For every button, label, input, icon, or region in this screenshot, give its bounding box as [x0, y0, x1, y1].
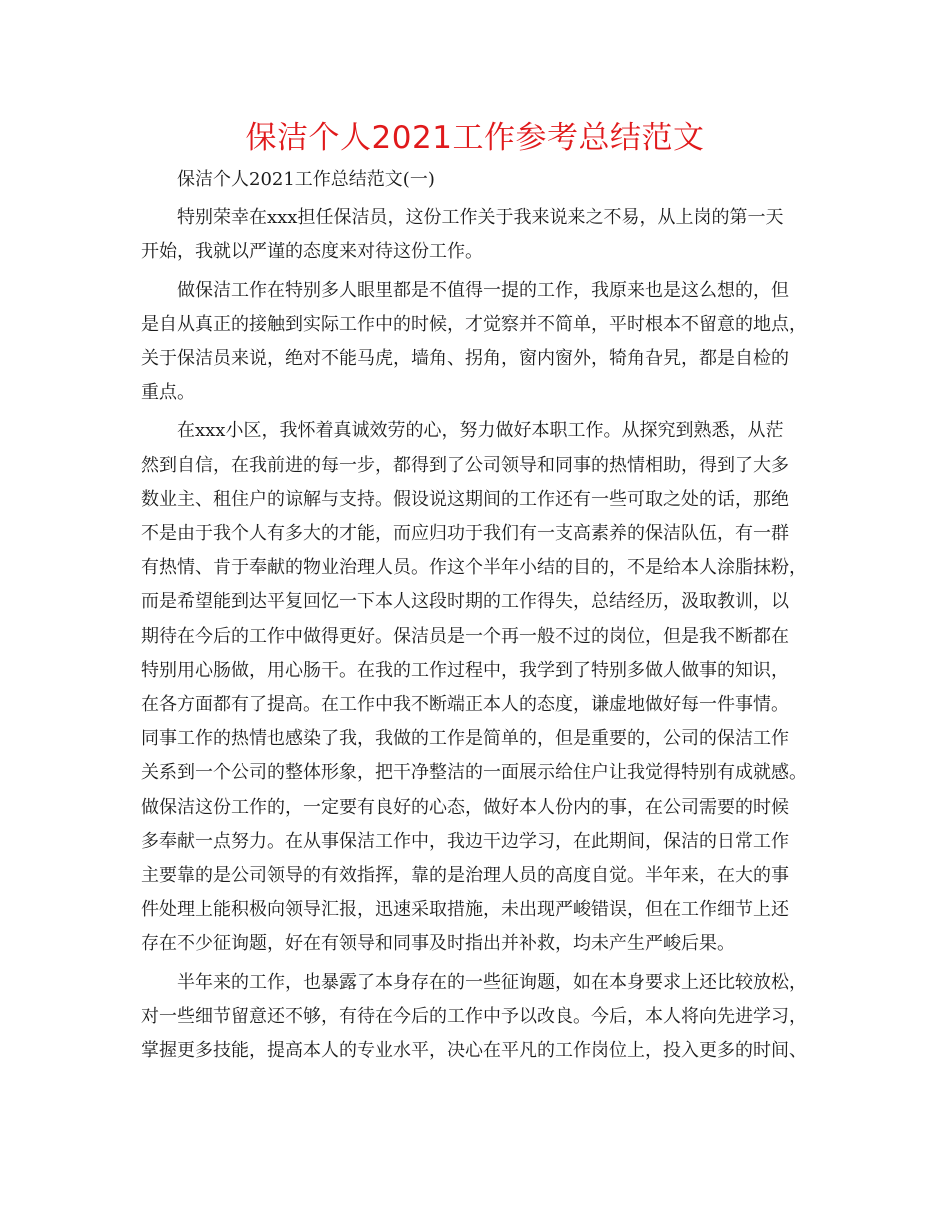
document-body: [141, 163, 821, 1068]
paragraph-line: 开始，我就以严谨的态度来对待这份工作。: [141, 241, 483, 263]
paragraph-line: 存在不少征询题，好在有领导和同事及时指出并补救，均未产生严峻后果。: [141, 933, 735, 955]
paragraph-line: 在各方面都有了提高。在工作中我不断端正本人的态度，谦虚地做好每一件事情。: [141, 694, 789, 716]
paragraph-line: 同事工作的热情也感染了我，我做的工作是简单的，但是重要的，公司的保洁工作: [141, 728, 789, 750]
paragraph-line: 是自从真正的接触到实际工作中的时候，才觉察并不简单，平时根本不留意的地点，: [141, 313, 807, 335]
paragraph-line: 期待在今后的工作中做得更好。保洁员是一个再一般不过的岗位，但是我不断都在: [141, 625, 789, 647]
document-title: 保洁个人2021工作参考总结范文: [245, 120, 705, 156]
paragraph-line: 件处理上能积极向领导汇报，迅速采取措施，未出现严峻错误，但在工作细节上还: [141, 899, 789, 921]
paragraph: [141, 966, 821, 1069]
document-subtitle: 保洁个人2021工作总结范文(一): [177, 169, 435, 190]
paragraph-line: 重点。: [141, 382, 195, 404]
paragraph: [141, 274, 821, 411]
paragraph: [141, 201, 821, 269]
paragraph-line: 特别荣幸在xxx担任保洁员，这份工作关于我来说来之不易，从上岗的第一天: [177, 207, 784, 229]
paragraph-line: 半年来的工作，也暴露了本身存在的一些征询题，如在本身要求上还比较放松，: [177, 971, 807, 993]
paragraph-line: 做保洁工作在特别多人眼里都是不值得一提的工作，我原来也是这么想的，但: [177, 279, 789, 301]
paragraph-line: 对一些细节留意还不够，有待在今后的工作中予以改良。今后，本人将向先进学习，: [141, 1005, 807, 1027]
paragraph-line: 掌握更多技能，提高本人的专业水平，决心在平凡的工作岗位上，投入更多的时间、: [141, 1040, 807, 1062]
paragraph-line: 有热情、肯于奉献的物业治理人员。作这个半年小结的目的，不是给本人涂脂抹粉，: [141, 557, 807, 579]
paragraph-line: 关于保洁员来说，绝对不能马虎，墙角、拐角，窗内窗外，犄角旮旯，都是自检的: [141, 348, 789, 370]
paragraph-line: 在xxx小区，我怀着真诚效劳的心，努力做好本职工作。从探究到熟悉，从茫: [177, 420, 784, 442]
paragraph-line: 而是希望能到达平复回忆一下本人这段时期的工作得失，总结经历，汲取教训，以: [141, 591, 789, 613]
paragraph-line: 数业主、租住户的谅解与支持。假设说这期间的工作还有一些可取之处的话，那绝: [141, 488, 789, 510]
paragraph-line: 特别用心肠做，用心肠干。在我的工作过程中，我学到了特别多做人做事的知识，: [141, 659, 789, 681]
paragraph: [141, 414, 821, 961]
paragraph-line: 多奉献一点努力。在从事保洁工作中，我边干边学习，在此期间，保洁的日常工作: [141, 830, 789, 852]
paragraph-line: 不是由于我个人有多大的才能，而应归功于我们有一支高素养的保洁队伍，有一群: [141, 523, 789, 545]
paragraph-line: 主要靠的是公司领导的有效指挥，靠的是治理人员的高度自觉。半年来，在大的事: [141, 865, 789, 887]
paragraph-line: 然到自信，在我前进的每一步，都得到了公司领导和同事的热情相助，得到了大多: [141, 454, 789, 476]
paragraph-line: 关系到一个公司的整体形象，把干净整洁的一面展示给住户让我觉得特别有成就感。: [141, 762, 807, 784]
paragraph-line: 做保洁这份工作的，一定要有良好的心态，做好本人份内的事，在公司需要的时候: [141, 796, 789, 818]
